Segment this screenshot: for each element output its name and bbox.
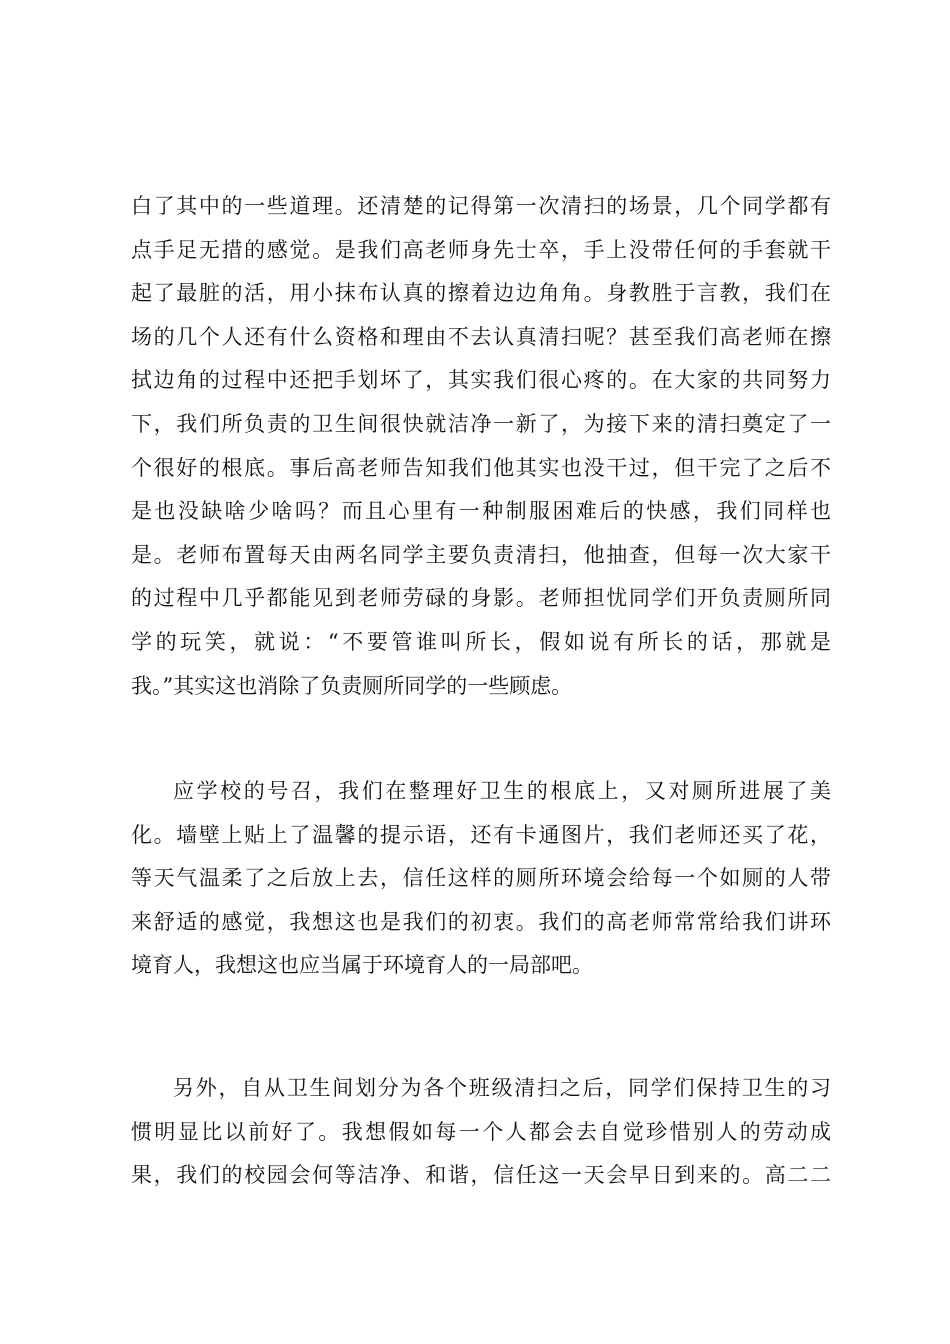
paragraph-1-line: 点手足无措的感觉。是我们高老师身先士卒，手上没带任何的手套就干 — [131, 237, 831, 262]
paragraph-2-line: 等天气温柔了之后放上去，信任这样的厕所环境会给每一个如厕的人带 — [131, 866, 831, 891]
paragraph-2-line: 应学校的号召，我们在整理好卫生的根底上，又对厕所进展了美 — [173, 779, 831, 803]
paragraph-1-line: 我。”其实这也消除了负责厕所同学的一些顾虑。 — [131, 673, 573, 698]
paragraph-2 — [131, 770, 831, 988]
paragraph-1-line: 拭边角的过程中还把手划坏了，其实我们很心疼的。在大家的共同努力 — [131, 368, 831, 393]
paragraph-3-line: 另外，自从卫生间划分为各个班级清扫之后，同学们保持卫生的习 — [173, 1076, 831, 1100]
paragraph-2-line: 化。墙壁上贴上了温馨的提示语，还有卡通图片，我们老师还买了花， — [131, 822, 831, 847]
paragraph-1-line: 是也没缺啥少啥吗？而且心里有一种制服困难后的快感，我们同样也 — [131, 499, 831, 524]
paragraph-2-line: 境育人，我想这也应当属于环境育人的一局部吧。 — [131, 953, 593, 978]
paragraph-1 — [131, 185, 831, 708]
paragraph-1-line: 个很好的根底。事后高老师告知我们他其实也没干过，但干完了之后不 — [131, 455, 831, 480]
paragraph-1-line: 白了其中的一些道理。还清楚的记得第一次清扫的场景，几个同学都有 — [131, 194, 831, 218]
paragraph-3 — [131, 1067, 831, 1198]
paragraph-1-line: 是。老师布置每天由两名同学主要负责清扫，他抽查，但每一次大家干 — [131, 542, 831, 567]
paragraph-3-line: 果，我们的校园会何等洁净、和谐，信任这一天会早日到来的。高二二 — [131, 1163, 831, 1188]
paragraph-1-line: 下，我们所负责的卫生间很快就洁净一新了，为接下来的清扫奠定了一 — [131, 411, 831, 436]
paragraph-1-line: 场的几个人还有什么资格和理由不去认真清扫呢？甚至我们高老师在擦 — [131, 324, 831, 349]
paragraph-2-line: 来舒适的感觉，我想这也是我们的初衷。我们的高老师常常给我们讲环 — [131, 909, 831, 934]
paragraph-1-line: 的过程中几乎都能见到老师劳碌的身影。老师担忧同学们开负责厕所同 — [131, 586, 831, 611]
paragraph-1-line: 学的玩笑，就说：“不要管谁叫所长，假如说有所长的话，那就是 — [131, 629, 831, 654]
paragraph-3-line: 惯明显比以前好了。我想假如每一个人都会去自觉珍惜别人的劳动成 — [131, 1119, 831, 1144]
paragraph-1-line: 起了最脏的活，用小抹布认真的擦着边边角角。身教胜于言教，我们在 — [131, 281, 831, 306]
